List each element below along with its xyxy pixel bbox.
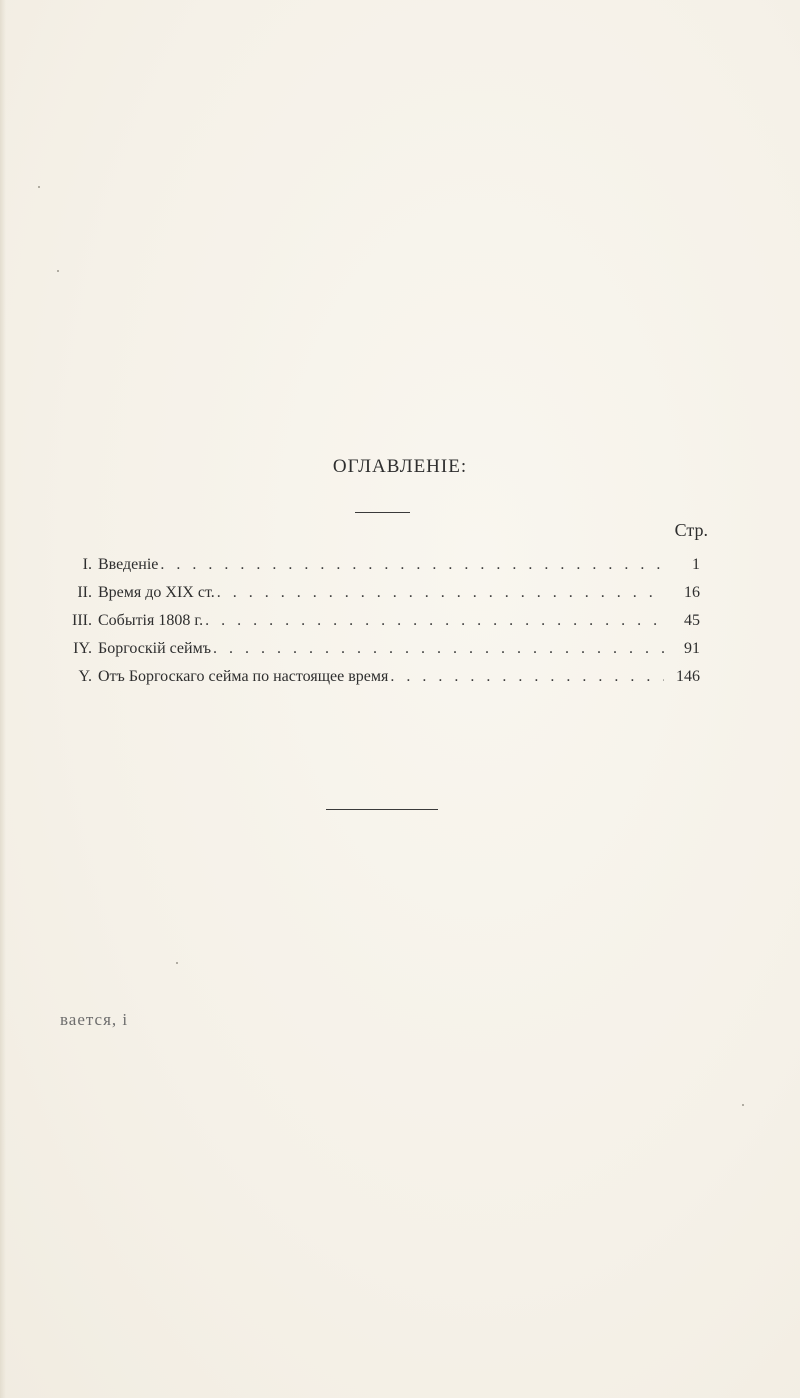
toc-dot-leader: [158, 556, 664, 574]
toc-entry-number: I.: [82, 556, 92, 573]
page-title: ОГЛАВЛЕНІЕ:: [332, 456, 468, 477]
table-of-contents: [60, 556, 700, 696]
toc-entry-page: 91: [684, 640, 700, 657]
paper-speck: [57, 270, 59, 272]
toc-entry-title: Введеніе: [98, 556, 159, 573]
toc-entry-title: Боргоскій сеймъ: [98, 640, 211, 657]
toc-dot-leader: [388, 668, 664, 686]
toc-entry-page: 1: [692, 556, 700, 573]
bleed-through-text: вается, і: [60, 1010, 129, 1029]
toc-entry-1: [60, 556, 700, 584]
heading-divider: [355, 512, 410, 513]
toc-dot-leader: [215, 584, 664, 602]
paper-speck: [38, 186, 40, 188]
toc-entry-page: 45: [684, 612, 700, 629]
page-column-label: Стр.: [674, 520, 708, 540]
toc-dot-leader: [203, 612, 664, 630]
toc-entry-page: 16: [684, 584, 700, 601]
toc-entry-page: 146: [676, 668, 700, 685]
toc-entry-title: Отъ Боргоскаго сейма по настоящее время: [98, 668, 389, 685]
paper-speck: [176, 962, 178, 964]
paper-speck: [742, 1104, 744, 1106]
toc-entry-5: [60, 668, 700, 696]
toc-entry-2: [60, 584, 700, 612]
toc-entry-title: Время до XIX ст.: [98, 584, 215, 601]
toc-entry-4: [60, 640, 700, 668]
toc-entry-number: III.: [72, 612, 92, 629]
section-divider: [326, 809, 438, 810]
toc-entry-number: IY.: [73, 640, 92, 657]
toc-entry-3: [60, 612, 700, 640]
toc-entry-number: Y.: [78, 668, 92, 685]
toc-dot-leader: [211, 640, 664, 658]
toc-entry-number: II.: [77, 584, 92, 601]
toc-entry-title: Событія 1808 г.: [98, 612, 204, 629]
page-left-edge: [0, 0, 6, 1398]
